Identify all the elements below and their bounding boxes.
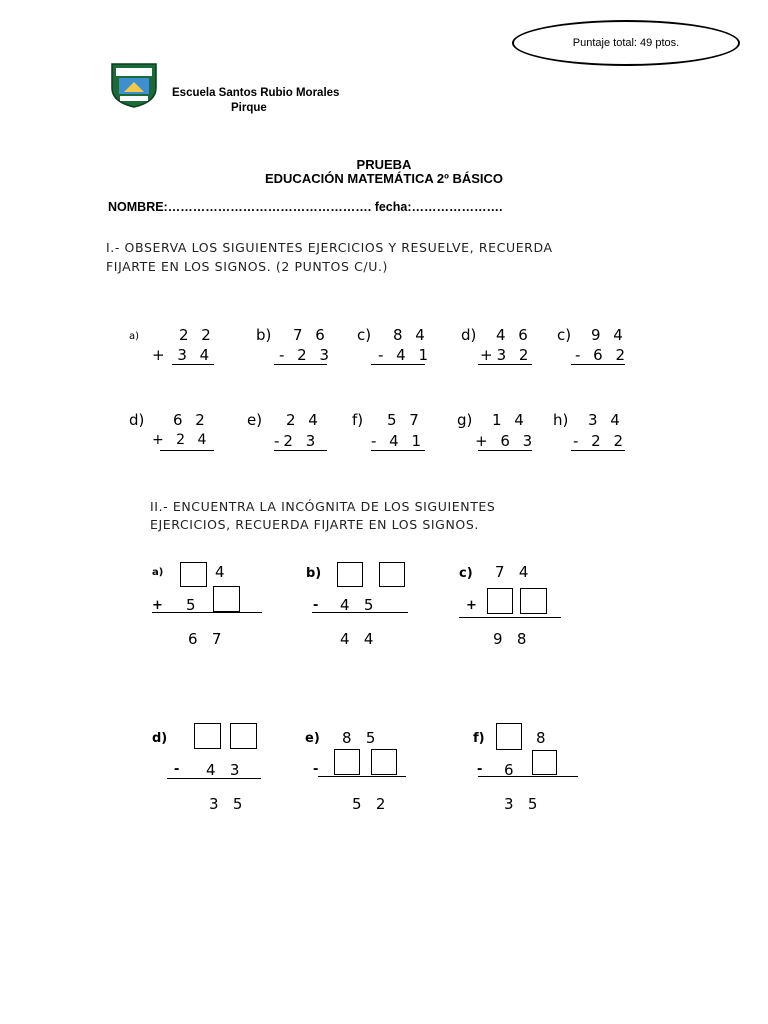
- exercise-label: h): [553, 411, 569, 429]
- exercise-label: e): [305, 731, 320, 746]
- exercise-top: 1 4: [492, 411, 528, 429]
- exercise-result: 9 8: [493, 630, 527, 648]
- result-line: [312, 612, 408, 613]
- exercise-top: 7 6: [293, 326, 329, 344]
- operator: +: [466, 598, 477, 613]
- exercise-top: 6 2: [173, 411, 209, 429]
- date-field[interactable]: ………………….: [411, 200, 503, 214]
- exercise-top: 2 4: [286, 411, 322, 429]
- answer-line[interactable]: [160, 450, 214, 451]
- exercise-label: f): [473, 731, 485, 746]
- exercise-label: d): [152, 731, 168, 746]
- answer-line[interactable]: [274, 364, 327, 365]
- exercise-bottom: - 6 2: [575, 346, 630, 364]
- operator: -: [313, 598, 319, 613]
- exercise-bottom: - 2 3: [279, 346, 334, 364]
- answer-line[interactable]: [478, 450, 532, 451]
- exercise-label: d): [461, 326, 477, 344]
- unknown-box[interactable]: [496, 723, 522, 750]
- result-line: [167, 778, 261, 779]
- page-subtitle: EDUCACIÓN MATEMÁTICA 2º BÁSICO: [264, 171, 504, 186]
- page-title: PRUEBA: [356, 157, 412, 172]
- section2-instruction-2: EJERCICIOS, RECUERDA FIJARTE EN LOS SIGNOS.: [150, 517, 479, 532]
- exercise-bottom: 4 5: [340, 596, 374, 614]
- result-line: [459, 617, 561, 618]
- exercise-bottom: - 4 1: [378, 346, 433, 364]
- exercise-label: f): [352, 411, 364, 429]
- unknown-box[interactable]: [520, 588, 547, 614]
- answer-line[interactable]: [172, 364, 214, 365]
- exercise-label: b): [306, 566, 322, 581]
- operator: +: [152, 598, 163, 613]
- name-field[interactable]: ………………………………………….: [167, 200, 372, 214]
- answer-line[interactable]: [371, 450, 425, 451]
- answer-line[interactable]: [371, 364, 425, 365]
- exercise-bottom: -2 3: [274, 432, 320, 450]
- exercise-label: e): [247, 411, 263, 429]
- unknown-box[interactable]: [487, 588, 513, 614]
- exercise-top: 7 4: [495, 563, 529, 581]
- score-text: Puntaje total: 49 ptos.: [572, 37, 680, 49]
- school-town: Pirque: [231, 102, 267, 114]
- exercise-top: 8 5: [342, 729, 376, 747]
- exercise-bottom: 4 3: [206, 761, 240, 779]
- date-label: fecha:: [374, 200, 412, 214]
- exercise-label: c): [459, 566, 473, 581]
- section2-instruction-1: II.- ENCUENTRA LA INCÓGNITA DE LOS SIGUIENTES: [150, 499, 496, 514]
- exercise-bottom: - 2 2: [573, 432, 628, 450]
- exercise-top: 4 6: [496, 326, 532, 344]
- exercise-result: 6 7: [188, 630, 222, 648]
- exercise-digit: 8: [536, 729, 546, 747]
- unknown-box[interactable]: [213, 586, 240, 612]
- answer-line[interactable]: [571, 450, 625, 451]
- unknown-box[interactable]: [334, 749, 360, 775]
- exercise-label: a): [129, 331, 140, 342]
- exercise-digit: 6: [504, 761, 514, 779]
- score-oval: [512, 20, 740, 66]
- exercise-result: 5 2: [352, 795, 386, 813]
- exercise-bottom: + 2 4: [152, 432, 211, 448]
- operator: -: [174, 762, 180, 777]
- exercise-bottom: + 6 3: [475, 432, 537, 450]
- exercise-result: 3 5: [504, 795, 538, 813]
- name-label: NOMBRE:: [108, 200, 168, 214]
- exercise-label: a): [152, 567, 164, 578]
- operator: -: [477, 762, 483, 777]
- unknown-box[interactable]: [337, 562, 363, 587]
- exercise-top: 3 4: [588, 411, 624, 429]
- result-line: [478, 776, 578, 777]
- exercise-digit: 4: [215, 563, 225, 581]
- exercise-label: c): [357, 326, 372, 344]
- result-line: [318, 776, 406, 777]
- exercise-bottom: + 3 4: [152, 346, 214, 364]
- unknown-box[interactable]: [371, 749, 397, 775]
- exercise-label: g): [457, 411, 473, 429]
- exercise-top: 9 4: [591, 326, 627, 344]
- answer-line[interactable]: [274, 450, 327, 451]
- section1-instruction-1: I.- OBSERVA LOS SIGUIENTES EJERCICIOS Y RESUELVE, RECUERDA: [106, 240, 553, 255]
- exercise-top: 5 7: [387, 411, 423, 429]
- unknown-box[interactable]: [194, 723, 221, 749]
- exercise-bottom: +3 2: [480, 346, 533, 364]
- exercise-result: 4 4: [340, 630, 374, 648]
- exercise-top: 2 2: [179, 326, 215, 344]
- exercise-label: d): [129, 411, 145, 429]
- result-line: [152, 612, 262, 613]
- answer-line[interactable]: [478, 364, 532, 365]
- exercise-bottom: - 4 1: [371, 432, 426, 450]
- exercise-label: b): [256, 326, 272, 344]
- exercise-digit: 5: [186, 596, 196, 614]
- student-line: [108, 200, 503, 214]
- operator: -: [313, 762, 319, 777]
- school-logo-icon: [110, 62, 158, 108]
- unknown-box[interactable]: [532, 750, 557, 775]
- unknown-box[interactable]: [180, 562, 207, 587]
- answer-line[interactable]: [571, 364, 625, 365]
- exercise-top: 8 4: [393, 326, 429, 344]
- unknown-box[interactable]: [379, 562, 405, 587]
- section1-instruction-2: FIJARTE EN LOS SIGNOS. (2 PUNTOS C/U.): [106, 259, 389, 274]
- school-name: Escuela Santos Rubio Morales: [172, 87, 340, 99]
- unknown-box[interactable]: [230, 723, 257, 749]
- exercise-result: 3 5: [209, 795, 243, 813]
- exercise-label: c): [557, 326, 572, 344]
